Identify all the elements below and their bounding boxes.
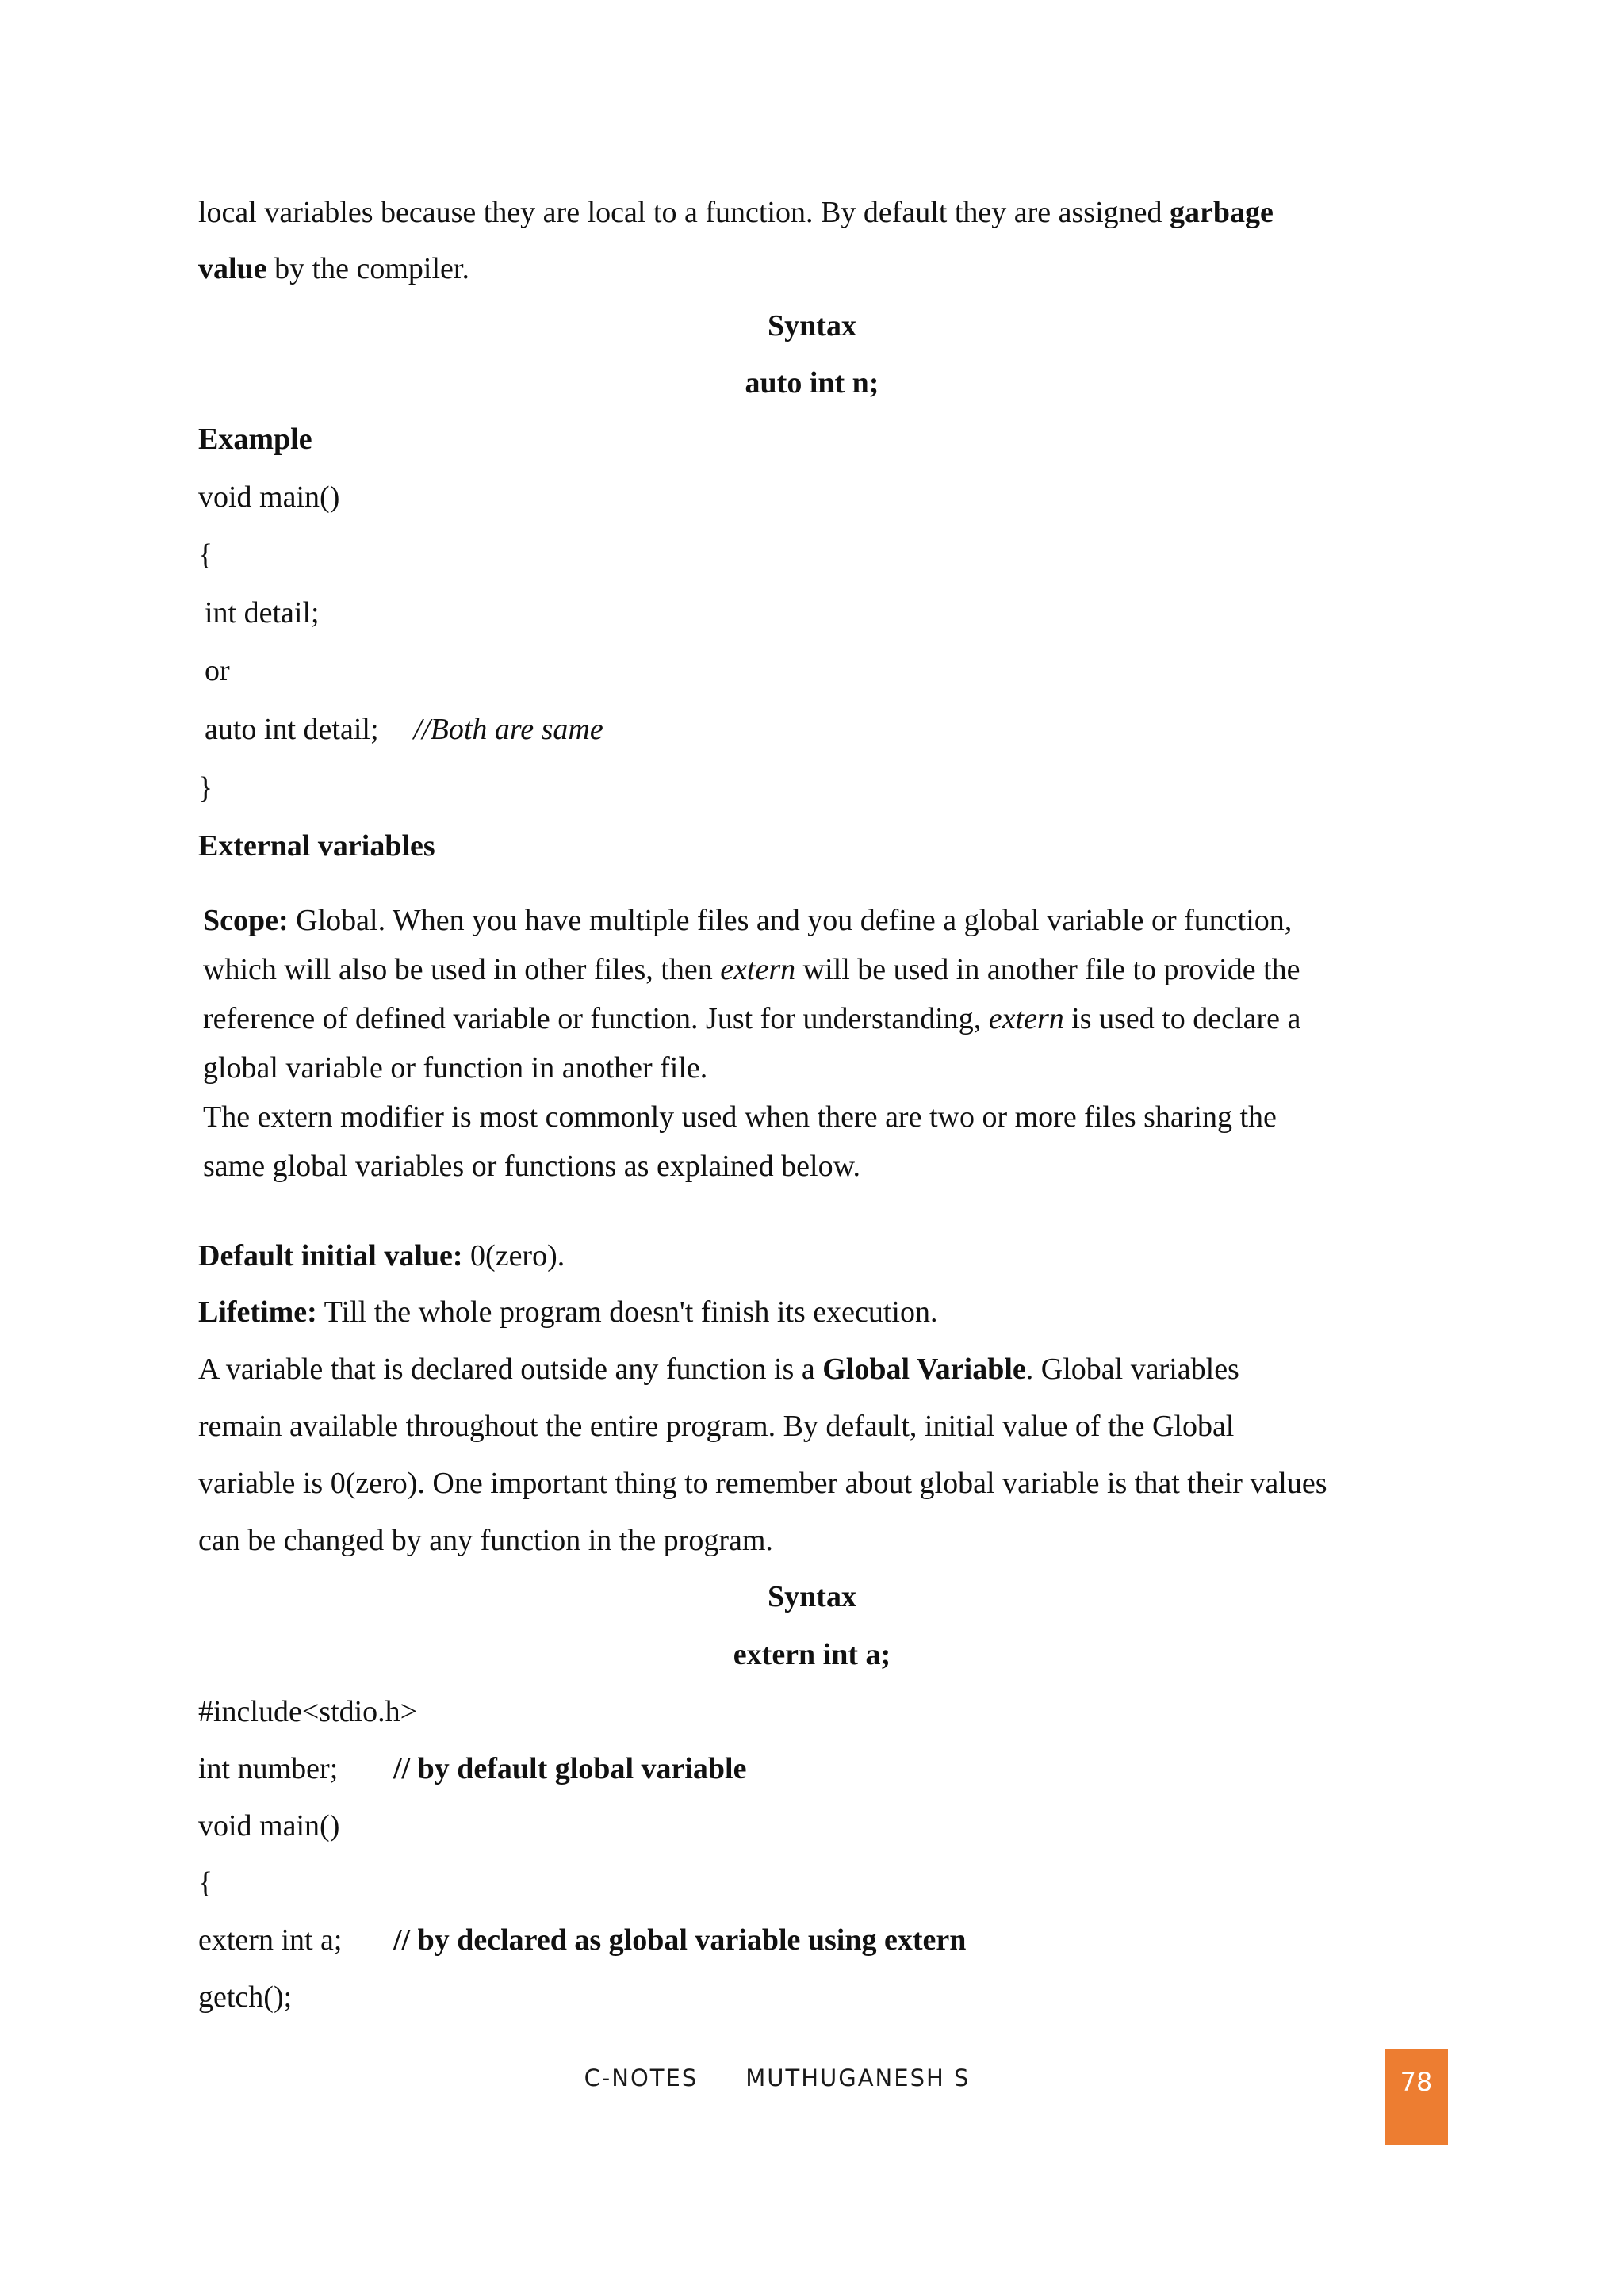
paragraph-line: variable is 0(zero). One important thing to remember about global variable is that their values [198,1467,1327,1500]
code-line: int detail; [205,596,320,629]
paragraph-line: global variable or function in another file. [203,1051,708,1085]
code-line: void main() [198,480,340,514]
code-line: extern int a; // by declared as global variable using extern [198,1923,967,1957]
paragraph-line: A variable that is declared outside any function is a Global Variable. Global variables [198,1353,1239,1386]
footer-author: MUTHUGANESH S [745,2064,971,2091]
code-line: or [205,654,230,687]
paragraph-line: value by the compiler. [198,252,469,285]
code-line: { [198,538,213,572]
code-line: #include<stdio.h> [198,1695,418,1728]
bold-term: garbage [1170,196,1274,229]
syntax-code: auto int n; [745,366,879,400]
syntax-heading: Syntax [768,309,856,342]
syntax-code: extern int a; [733,1638,891,1671]
paragraph-line: can be changed by any function in the program. [198,1524,773,1557]
example-heading: Example [198,423,312,456]
italic-term: extern [720,953,796,986]
code-line: void main() [198,1809,340,1843]
footer-title: C-NOTES [584,2064,699,2091]
italic-term: extern [988,1002,1064,1035]
paragraph-line: same global variables or functions as explained below. [203,1150,861,1183]
paragraph-line: local variables because they are local to a function. By default they are assigned garbage [198,196,1274,229]
paragraph-line: Default initial value: 0(zero). [198,1239,565,1272]
bold-term: Global Variable [822,1353,1026,1386]
code-comment: // by declared as global variable using extern [393,1923,967,1957]
paragraph-line: The extern modifier is most commonly used when there are two or more files sharing the [203,1100,1277,1134]
code-line: getch(); [198,1980,293,2014]
syntax-heading: Syntax [768,1580,856,1613]
paragraph-line: which will also be used in other files, then extern will be used in another file to provide the [203,953,1300,986]
bold-term: Scope: [203,904,289,937]
code-comment: //Both are same [413,713,603,746]
bold-term: value [198,252,267,285]
code-line: { [198,1866,213,1900]
paragraph-line: remain available throughout the entire program. By default, initial value of the Global [198,1410,1235,1443]
bold-term: Lifetime: [198,1295,317,1329]
paragraph-line: reference of defined variable or function. Just for understanding, extern is used to declare a [203,1002,1301,1035]
code-line: } [198,771,213,805]
code-line: int number; // by default global variable [198,1752,747,1785]
page-footer [0,2059,1554,2097]
paragraph-line: Scope: Global. When you have multiple files and you define a global variable or function, [203,904,1293,937]
paragraph-line: Lifetime: Till the whole program doesn't finish its execution. [198,1295,938,1329]
code-comment: // by default global variable [393,1752,747,1785]
page-number-badge: 78 [1385,2049,1448,2145]
bold-term: Default initial value: [198,1239,463,1272]
code-line: auto int detail; //Both are same [205,713,603,746]
scope-block [203,896,1424,1191]
section-heading: External variables [198,829,435,863]
